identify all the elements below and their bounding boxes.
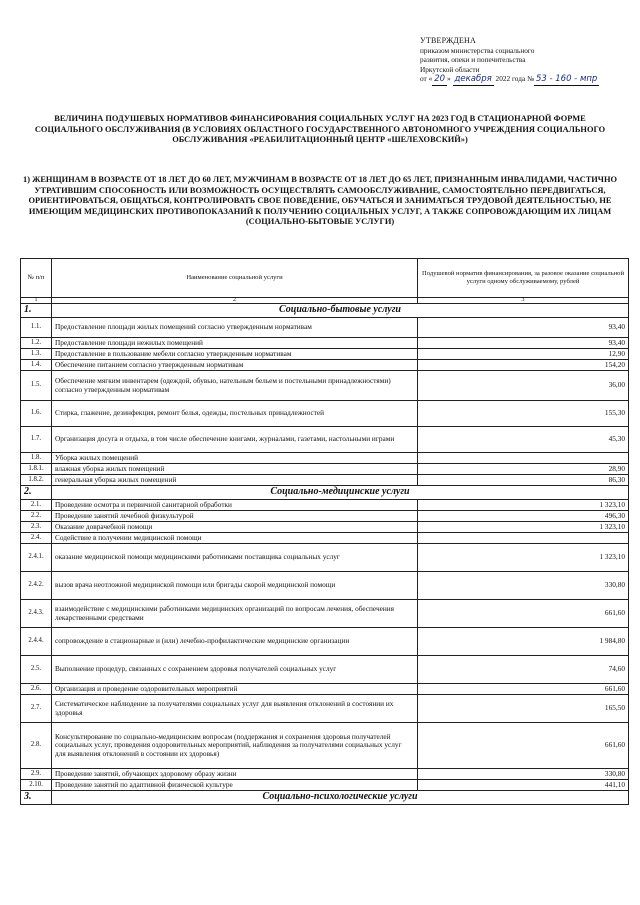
table-row [21,427,629,453]
row-number: 1.6. [21,401,52,427]
service-name: Предоставление в пользование мебели согласно утвержденным нормативам [52,349,418,360]
service-name: Консультирование по социально-медицинским вопросам (поддержания и сохранения здоровья получателей социальных услуг, проведения оздоровительных мероприятий, наблюдения за получателями социальных услуг для выявления отклонений в состоянии их здоровья) [52,723,418,769]
service-price: 1 984,80 [418,628,629,656]
table-row [21,522,629,533]
table-row [21,401,629,427]
service-price: 154,20 [418,360,629,371]
row-number: 2.4.1. [21,544,52,572]
service-name: Обеспечение питанием согласно утвержденным нормативам [52,360,418,371]
table-row [21,475,629,486]
section-title: Социально-медицинские услуги [52,486,629,500]
service-price: 330,80 [418,572,629,600]
row-number: 2.5. [21,656,52,684]
column-index: 1 [21,298,52,304]
service-name: генеральная уборка жилых помещений [52,475,418,486]
approval-line: развития, опеки и попечительства [420,55,526,65]
service-name: Проведение занятий лечебной физкультурой [52,511,418,522]
service-name: влажная уборка жилых помещений [52,464,418,475]
service-name: Проведение занятий по адаптивной физической культуре [52,780,418,791]
service-price [418,453,629,464]
date-year: 2022 года № [493,74,534,84]
service-name: взаимодействие с медицинскими работниками медицинских организаций по вопросам лечения, обеспечения лекарственными средствами [52,600,418,628]
service-price: 12,90 [418,349,629,360]
section-title: Социально-бытовые услуги [52,304,629,318]
table-row [21,780,629,791]
header-name: Наименование социальной услуги [52,259,418,298]
section-row [21,791,629,805]
service-name: Организация и проведение оздоровительных мероприятий [52,684,418,695]
approval-line: Иркутской области [420,64,480,74]
row-number: 1.1. [21,318,52,338]
service-price: 441,10 [418,780,629,791]
service-name: Стирка, глажение, дезинфекция, ремонт белья, одежды, постельных принадлежностей [52,401,418,427]
service-name: Уборка жилых помещений [52,453,418,464]
service-name: Оказание доврачебной помощи [52,522,418,533]
table-row [21,572,629,600]
service-price: 165,50 [418,695,629,723]
service-name: Содействие в получении медицинской помощи [52,533,418,544]
table-row [21,464,629,475]
table-header-row [21,259,629,298]
approval-date-line [420,74,630,86]
service-price: 45,30 [418,427,629,453]
service-price: 661,60 [418,723,629,769]
table-row [21,695,629,723]
row-number: 1.8.1. [21,464,52,475]
service-price: 1 323,10 [418,500,629,511]
service-price: 330,80 [418,769,629,780]
table-row [21,360,629,371]
section-title: Социально-психологические услуги [52,791,629,805]
service-price: 28,90 [418,464,629,475]
row-number: 2.2. [21,511,52,522]
table-row [21,684,629,695]
service-name: Предоставление площади нежилых помещений [52,338,418,349]
table-row [21,318,629,338]
row-number: 2.4.4. [21,628,52,656]
document-title: ВЕЛИЧИНА ПОДУШЕВЫХ НОРМАТИВОВ ФИНАНСИРОВАНИЯ СОЦИАЛЬНЫХ УСЛУГ НА 2023 ГОД В СТАЦИОНАРНОЙ ФОРМЕ СОЦИАЛЬНОГО ОБСЛУЖИВАНИЯ (В УСЛОВИЯХ ОБЛАСТНОГО ГОСУДАРСТВЕННОГО АВТОНОМНОГО УЧРЕЖДЕНИЯ СОЦИАЛЬНОГО ОБСЛУЖИВАНИЯ «РЕАБИЛИТАЦИОННЫЙ ЦЕНТР «ШЕЛЕХОВСКИЙ») [34,114,606,144]
service-price: 155,30 [418,401,629,427]
row-number: 1.2. [21,338,52,349]
section-row [21,486,629,500]
row-number: 2.6. [21,684,52,695]
section-row [21,304,629,318]
table-row [21,656,629,684]
date-prefix: от « [420,74,433,84]
section-number: 3. [21,791,52,805]
row-number: 2.4. [21,533,52,544]
service-price: 93,40 [418,318,629,338]
service-price: 661,60 [418,684,629,695]
service-price: 1 323,10 [418,522,629,533]
service-price: 86,30 [418,475,629,486]
service-price: 36,00 [418,371,629,401]
date-mid: » [447,74,453,84]
row-number: 2.8. [21,723,52,769]
row-number: 2.9. [21,769,52,780]
table-row [21,453,629,464]
service-price: 93,40 [418,338,629,349]
table-row [21,628,629,656]
service-price: 661,60 [418,600,629,628]
date-day: 20 [434,74,446,85]
section-number: 1. [21,304,52,318]
table-row [21,544,629,572]
table-row [21,723,629,769]
date-month: декабря [454,74,492,85]
row-number: 1.8. [21,453,52,464]
table-row [21,371,629,401]
service-price: 496,30 [418,511,629,522]
row-number: 2.10. [21,780,52,791]
table-row [21,500,629,511]
service-name: Систематическое наблюдение за получателями социальных услуг для выявления отклонений в состоянии их здоровья [52,695,418,723]
section-number: 2. [21,486,52,500]
header-num: № п/п [21,259,52,298]
table-row [21,600,629,628]
table-row [21,338,629,349]
service-name: Обеспечение мягким инвентарем (одеждой, обувью, нательным бельем и постельными принадлежностями) согласно утвержденным нормативам [52,371,418,401]
approval-heading: УТВЕРЖДЕНА [420,36,477,45]
norms-table [20,258,629,805]
service-name: Выполнение процедур, связанных с сохранением здоровья получателей социальных услуг [52,656,418,684]
row-number: 1.8.2. [21,475,52,486]
header-price: Подушевой норматив финансирования, за разовое оказание социальной услуги одному обслуживаемому, рублей [418,259,629,298]
row-number: 2.4.3. [21,600,52,628]
table-row [21,769,629,780]
row-number: 2.3. [21,522,52,533]
service-name: Предоставление площади жилых помещений согласно утвержденным нормативам [52,318,418,338]
service-name: сопровождение в стационарные и (или) лечебно-профилактические медицинские организации [52,628,418,656]
row-number: 1.3. [21,349,52,360]
service-name: Проведение занятий, обучающих здоровому образу жизни [52,769,418,780]
service-name: оказание медицинской помощи медицинскими работниками поставщика социальных услуг [52,544,418,572]
service-name: Организация досуга и отдыха, в том числе обеспечение книгами, журналами, газетами, настольными играми [52,427,418,453]
document-subtitle: 1) ЖЕНЩИНАМ В ВОЗРАСТЕ ОТ 18 ЛЕТ ДО 60 ЛЕТ, МУЖЧИНАМ В ВОЗРАСТЕ ОТ 18 ЛЕТ ДО 65 ЛЕТ, ПРИЗНАННЫМ ИНВАЛИДАМИ, ЧАСТИЧНО УТРАТИВШИМ СПОСОБНОСТЬ ИЛИ ВОЗМОЖНОСТЬ ОСУЩЕСТВЛЯТЬ САМООБСЛУЖИВАНИЕ, САМОСТОЯТЕЛЬНО ПЕРЕДВИГАТЬСЯ, ОРИЕНТИРОВАТЬСЯ, ОБЩАТЬСЯ, КОНТРОЛИРОВАТЬ СВОЕ ПОВЕДЕНИЕ, ОБУЧАТЬСЯ И ЗАНИМАТЬСЯ ТРУДОВОЙ ДЕЯТЕЛЬНОСТЬЮ, НЕ ИМЕЮЩИМ МЕДИЦИНСКИХ ПРОТИВОПОКАЗАНИЙ К ПОЛУЧЕНИЮ СОЦИАЛЬНЫХ УСЛУГ, А ТАКЖЕ СОПРОВОЖДАЮЩИМ ИХ ЛИЦАМ (СОЦИАЛЬНО-БЫТОВЫЕ УСЛУГИ) [23,175,617,226]
row-number: 2.7. [21,695,52,723]
approval-stamp [420,36,630,86]
table-row [21,533,629,544]
table-row [21,349,629,360]
column-index: 3 [418,298,629,304]
row-number: 1.4. [21,360,52,371]
approval-line: приказом министерства социального [420,45,535,55]
row-number: 1.7. [21,427,52,453]
row-number: 2.4.2. [21,572,52,600]
row-number: 1.5. [21,371,52,401]
row-number: 2.1. [21,500,52,511]
table-row [21,511,629,522]
order-number: 53 - 160 - мпр [535,74,598,85]
service-price: 74,60 [418,656,629,684]
service-price [418,533,629,544]
column-index: 2 [52,298,418,304]
service-name: вызов врача неотложной медицинской помощи или бригады скорой медицинской помощи [52,572,418,600]
service-price: 1 323,10 [418,544,629,572]
service-name: Проведение осмотра и первичной санитарной обработки [52,500,418,511]
